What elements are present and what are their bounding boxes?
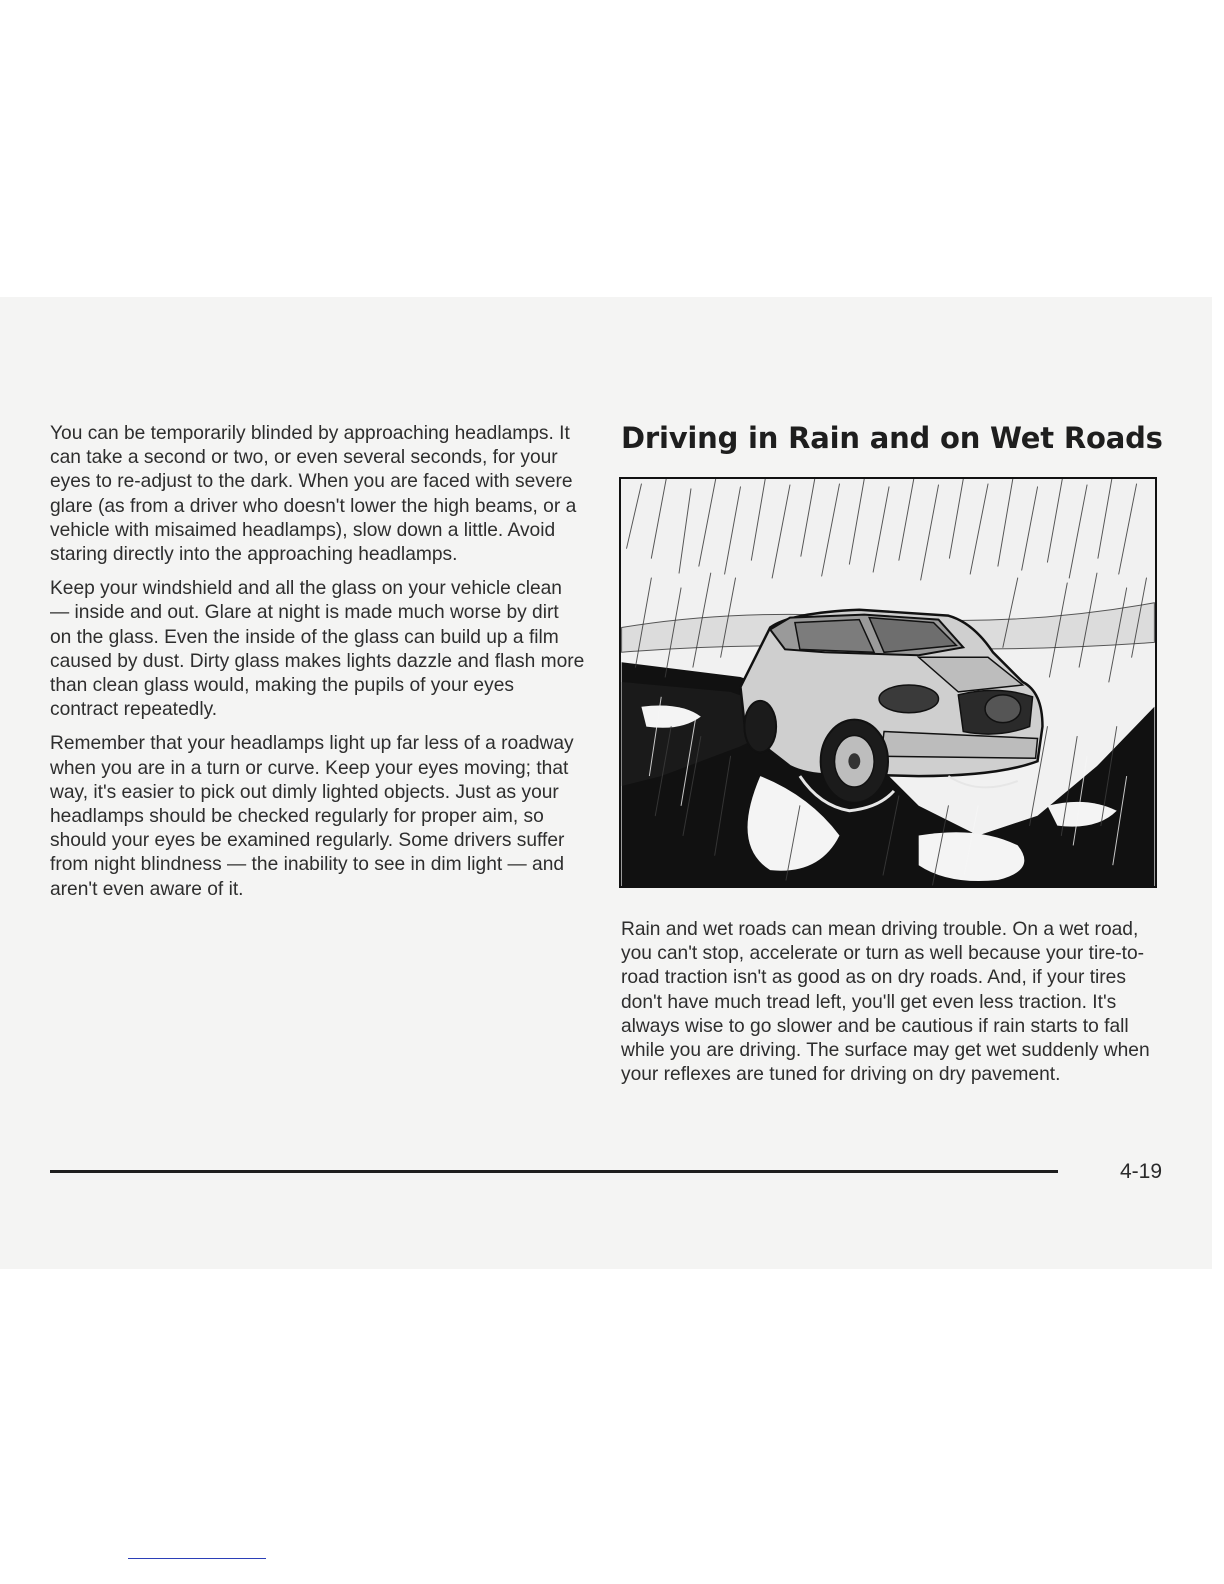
paragraph-glare: You can be temporarily blinded by approaching headlamps. It can take a second or two, or even several seconds, for your eyes to re-adjust to the dark. When you are faced with severe glare (as from a driver who doesn't lower the high beams, or a vehicle with misaimed headlamps), slow down a little. Avoid staring directly into the approaching headlamps. [50,423,577,566]
rain-paragraph-block [621,918,1161,1087]
paragraph-headlamps-turn: Remember that your headlamps light up far less of a roadway when you are in a turn or curve. Keep your eyes moving; that way, it's easier to pick out dimly lighted objects. Just as your headlamps should be checked regularly for proper aim, so should your eyes be examined regularly. Some drivers suffer from night blindness — the inability to see in dim light — and aren't even aware of it. [50,733,574,900]
footer-rule [50,1170,1058,1173]
paragraph-rain-wet-roads: Rain and wet roads can mean driving trouble. On a wet road, you can't stop, accelerate or turn as well because your tire-to-road traction isn't as good as on dry roads. And, if your tires don't have much tread left, you'll get even less traction. It's always wise to go slower and be cautious if rain starts to fall while you are driving. The surface may get wet suddenly when your reflexes are tuned for driving on dry pavement. [621,919,1150,1086]
bottom-link-underline [128,1558,266,1559]
paragraph-windshield: Keep your windshield and all the glass on your vehicle clean — inside and out. Glare at night is made much worse by dirt on the glass. Even the inside of the glass can build up a film caused by dust. Dirty glass makes lights dazzle and flash more than clean glass would, making the pupils of your eyes contract repeatedly. [50,578,585,721]
left-column [50,422,585,912]
section-heading: Driving in Rain and on Wet Roads [621,421,1163,455]
page-number: 4-19 [1119,1160,1162,1183]
car-in-rain-image [621,479,1155,886]
rain-car-illustration [619,477,1157,888]
